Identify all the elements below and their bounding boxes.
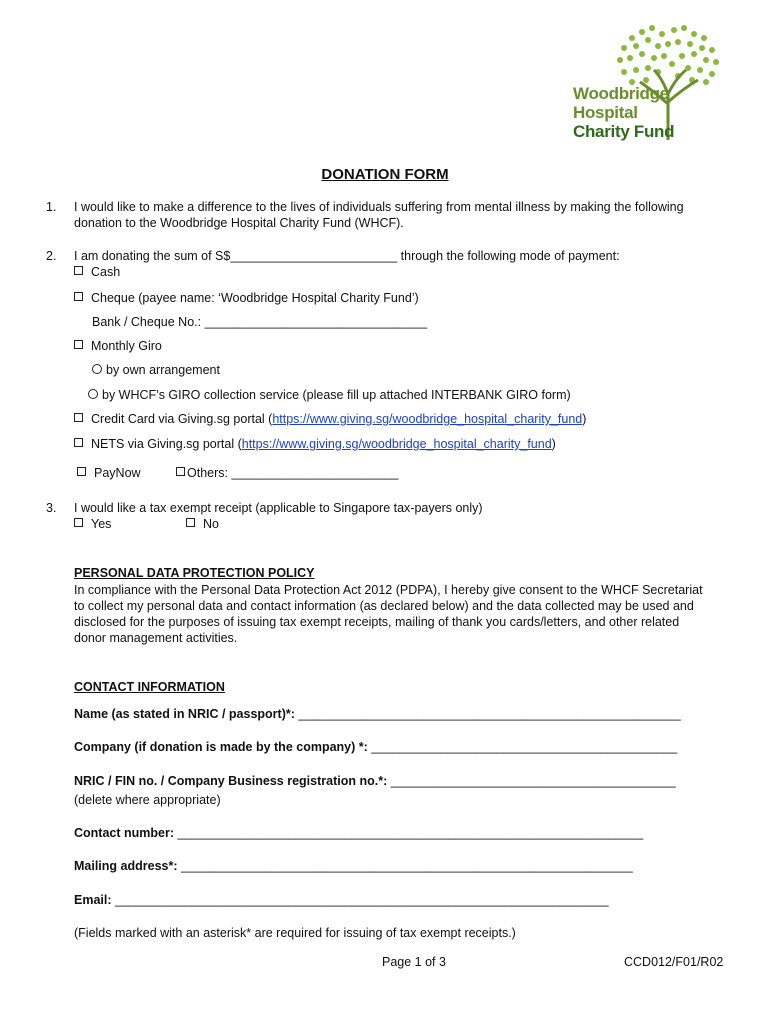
email-label: Email: bbox=[74, 893, 112, 907]
item-3-text: I would like a tax exempt receipt (applicable to Singapore tax-payers only) bbox=[74, 501, 483, 515]
checkbox-icon[interactable] bbox=[176, 467, 185, 476]
payment-giro-label: Monthly Giro bbox=[91, 339, 162, 353]
payment-paynow-option[interactable] bbox=[77, 465, 141, 481]
company-label: Company (if donation is made by the company) *: bbox=[74, 740, 368, 754]
nric-input-line[interactable]: _________________________________________ bbox=[390, 774, 676, 788]
donation-amount-field[interactable]: I am donating the sum of S$________________________ through the following mode of payment: bbox=[74, 249, 620, 263]
giro-whcf-label: by WHCF’s GIRO collection service (please fill up attached INTERBANK GIRO form) bbox=[102, 388, 571, 402]
pdpa-text bbox=[74, 582, 703, 646]
checkbox-icon[interactable] bbox=[186, 518, 195, 527]
payment-cheque-label: Cheque (payee name: ‘Woodbridge Hospital Charity Fund’) bbox=[91, 291, 419, 305]
payment-cash-label: Cash bbox=[91, 265, 121, 279]
giro-whcf-option[interactable] bbox=[88, 387, 571, 403]
phone-input-line[interactable]: ___________________________________________________________________ bbox=[177, 826, 644, 840]
nric-field[interactable] bbox=[74, 773, 676, 789]
nets-label: NETS via Giving.sg portal ( bbox=[91, 437, 242, 451]
nets-link[interactable]: https://www.giving.sg/woodbridge_hospital_charity_fund bbox=[241, 437, 552, 451]
payment-others-option[interactable] bbox=[176, 465, 398, 481]
receipt-yes-label: Yes bbox=[91, 517, 112, 531]
phone-field[interactable] bbox=[74, 825, 643, 841]
logo-line-3: Charity Fund bbox=[573, 122, 675, 141]
checkbox-icon[interactable] bbox=[74, 292, 83, 301]
name-label: Name (as stated in NRIC / passport)*: bbox=[74, 707, 295, 721]
pdpa-line-3: disclosed for the purposes of issuing tax exempt receipts, mailing of thank you cards/letters, and other related bbox=[74, 615, 680, 629]
checkbox-icon[interactable] bbox=[74, 266, 83, 275]
email-input-line[interactable]: _______________________________________________________________________ bbox=[115, 893, 609, 907]
item-1-line-2: donation to the Woodbridge Hospital Charity Fund (WHCF). bbox=[74, 216, 404, 230]
giro-own-label: by own arrangement bbox=[106, 363, 220, 377]
logo-wordmark bbox=[573, 84, 674, 141]
giro-own-option[interactable] bbox=[92, 362, 220, 378]
checkbox-icon[interactable] bbox=[77, 467, 86, 476]
item-1-number: 1. bbox=[46, 200, 57, 214]
nric-label: NRIC / FIN no. / Company Business registration no.*: bbox=[74, 774, 388, 788]
cheque-number-field[interactable]: Bank / Cheque No.: ________________________________ bbox=[92, 315, 428, 329]
checkbox-icon[interactable] bbox=[74, 438, 83, 447]
radio-icon[interactable] bbox=[88, 389, 98, 399]
name-field[interactable] bbox=[74, 706, 681, 722]
item-3-number: 3. bbox=[46, 501, 57, 515]
mailing-address-field[interactable] bbox=[74, 858, 633, 874]
mailing-address-label: Mailing address*: bbox=[74, 859, 178, 873]
company-field[interactable] bbox=[74, 739, 677, 755]
nric-note: (delete where appropriate) bbox=[74, 793, 221, 807]
credit-card-link[interactable]: https://www.giving.sg/woodbridge_hospital_charity_fund bbox=[272, 412, 583, 426]
nets-suffix: ) bbox=[551, 437, 556, 451]
company-input-line[interactable]: ____________________________________________ bbox=[371, 740, 678, 754]
item-2-number: 2. bbox=[46, 249, 57, 263]
contact-heading: CONTACT INFORMATION bbox=[74, 680, 225, 694]
required-fields-note: (Fields marked with an asterisk* are required for issuing of tax exempt receipts.) bbox=[74, 926, 516, 940]
page-title: DONATION FORM bbox=[321, 166, 449, 183]
checkbox-icon[interactable] bbox=[74, 518, 83, 527]
receipt-no-option[interactable] bbox=[186, 516, 219, 532]
document-code: CCD012/F01/R02 bbox=[624, 955, 724, 969]
paynow-label: PayNow bbox=[94, 466, 141, 480]
radio-icon[interactable] bbox=[92, 364, 102, 374]
receipt-yes-option[interactable] bbox=[74, 516, 111, 532]
pdpa-heading: PERSONAL DATA PROTECTION POLICY bbox=[74, 566, 315, 580]
credit-card-suffix: ) bbox=[582, 412, 587, 426]
checkbox-icon[interactable] bbox=[74, 340, 83, 349]
item-1-text bbox=[74, 199, 684, 231]
payment-cash-option[interactable] bbox=[74, 264, 120, 280]
pdpa-line-2: to collect my personal data and contact information (as declared below) and the data collected may be used and bbox=[74, 599, 694, 613]
others-label: Others: ________________________ bbox=[187, 466, 399, 480]
checkbox-icon[interactable] bbox=[74, 413, 83, 422]
payment-nets-option[interactable] bbox=[74, 436, 556, 452]
page-number: Page 1 of 3 bbox=[382, 955, 446, 969]
payment-cheque-option[interactable] bbox=[74, 290, 419, 306]
name-input-line[interactable]: _______________________________________________________ bbox=[298, 707, 681, 721]
pdpa-line-4: donor management activities. bbox=[74, 631, 238, 645]
receipt-no-label: No bbox=[203, 517, 219, 531]
payment-giro-option[interactable] bbox=[74, 338, 162, 354]
credit-card-label: Credit Card via Giving.sg portal ( bbox=[91, 412, 273, 426]
phone-label: Contact number: bbox=[74, 826, 174, 840]
mailing-address-input-line[interactable]: _________________________________________________________________ bbox=[180, 859, 633, 873]
email-field[interactable] bbox=[74, 892, 609, 908]
logo-line-1: Woodbridge bbox=[573, 84, 669, 103]
item-1-line-1: I would like to make a difference to the lives of individuals suffering from mental illness by making the following bbox=[74, 200, 684, 214]
logo-line-2: Hospital bbox=[573, 103, 638, 122]
pdpa-line-1: In compliance with the Personal Data Protection Act 2012 (PDPA), I hereby give consent to the WHCF Secretariat bbox=[74, 583, 703, 597]
payment-credit-card-option[interactable] bbox=[74, 411, 586, 427]
